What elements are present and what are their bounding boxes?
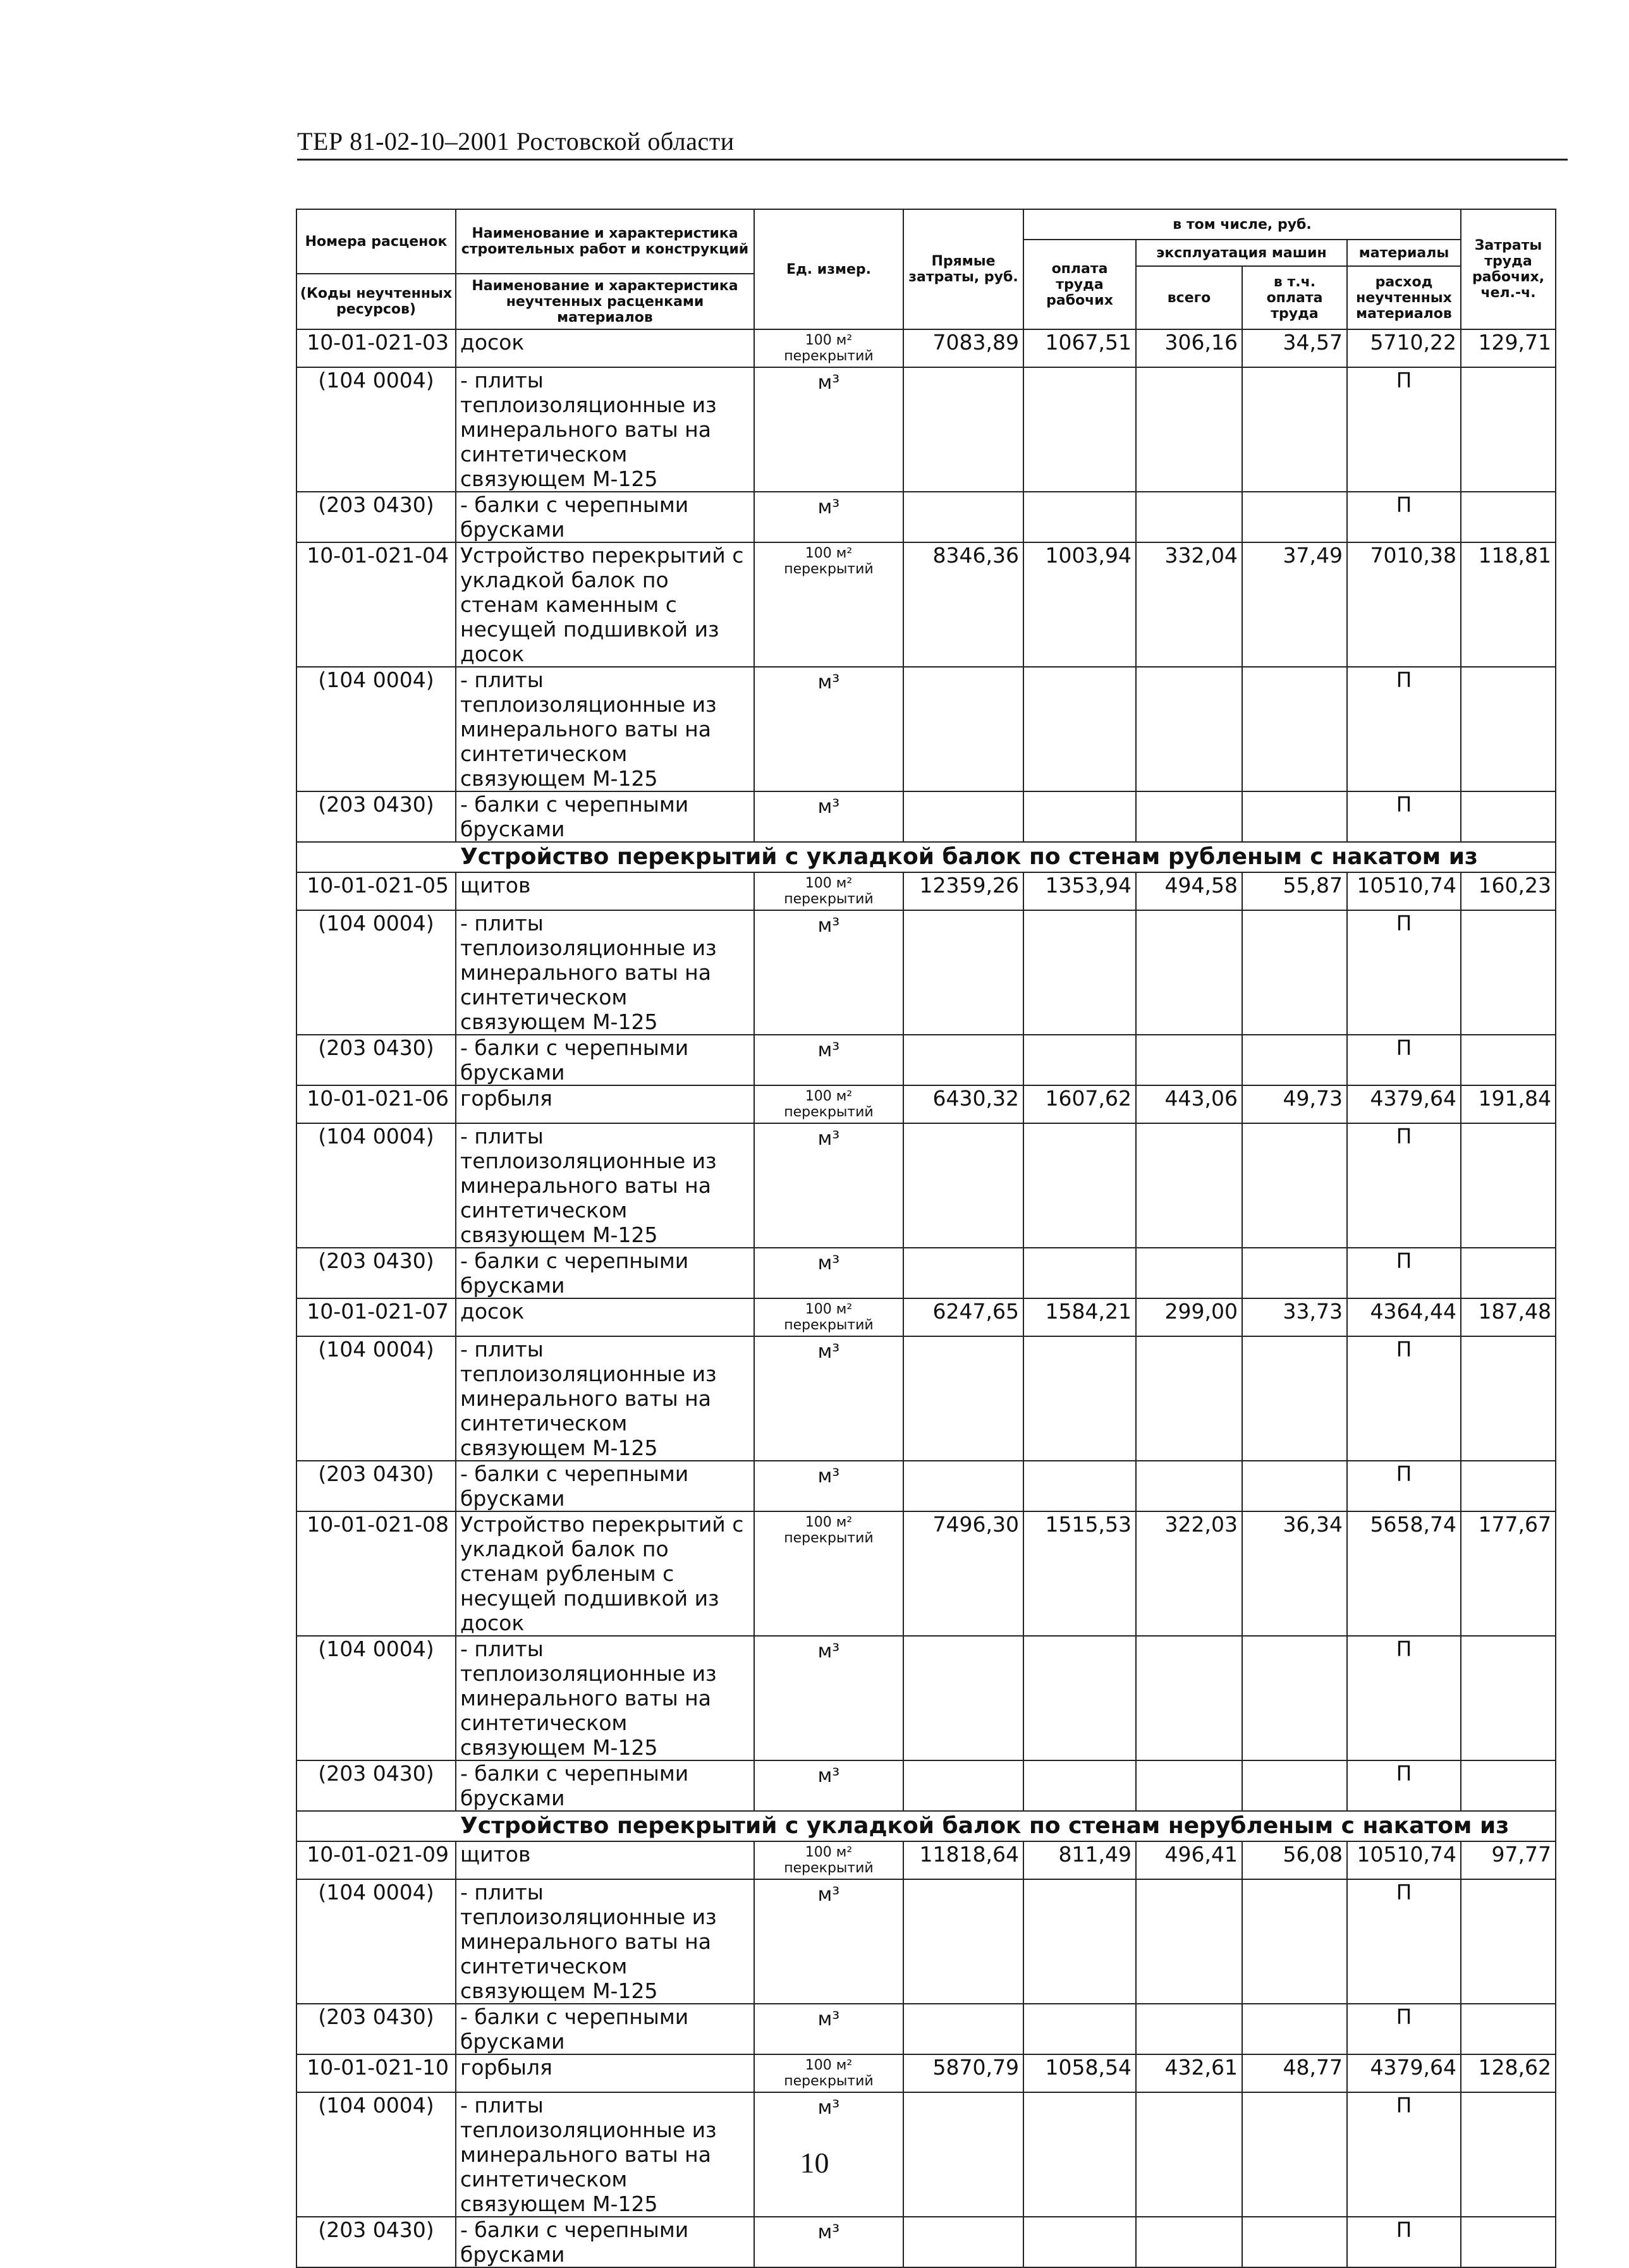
resource-row [296, 492, 1556, 542]
unit-cell [754, 542, 903, 667]
resource-name: - балки с черепными брусками [456, 791, 754, 842]
unit-label: м³ [817, 1039, 840, 1061]
value-direct: 8346,36 [903, 542, 1023, 667]
unit-label: 100 м² [805, 546, 853, 561]
resource-code: (203 0430) [296, 1035, 456, 1085]
price-table [296, 209, 1556, 2268]
empty-cell [1023, 2217, 1136, 2267]
resource-name: - плиты теплоизоляционные из минерального ваты на синтетическом связующем М-125 [456, 2092, 754, 2217]
empty-cell [1136, 910, 1242, 1035]
value-labor: 129,71 [1461, 329, 1556, 367]
resource-code: (104 0004) [296, 910, 456, 1035]
empty-cell [1023, 910, 1136, 1035]
materials-flag: П [1347, 1035, 1461, 1085]
resource-name: - плиты теплоизоляционные из минерального ваты на синтетическом связующем М-125 [456, 1879, 754, 2004]
materials-flag: П [1347, 1336, 1461, 1461]
unit-cell [754, 1336, 903, 1461]
unit-label: м³ [817, 2097, 840, 2119]
resource-name: - плиты теплоизоляционные из минерального ваты на синтетическом связующем М-125 [456, 667, 754, 791]
empty-cell [903, 1035, 1023, 1085]
value-machines-wages: 34,57 [1242, 329, 1347, 367]
unit-label: м³ [817, 2008, 840, 2030]
value-direct: 6430,32 [903, 1085, 1023, 1123]
empty-cell [903, 1123, 1023, 1248]
work-name: досок [456, 329, 754, 367]
empty-cell [1242, 1123, 1347, 1248]
empty-cell [1242, 667, 1347, 791]
resource-code: (104 0004) [296, 1336, 456, 1461]
value-machines-wages: 33,73 [1242, 1298, 1347, 1336]
col-materials-cons-header: расход неучтенных материалов [1347, 266, 1461, 329]
unit-cell [754, 367, 903, 492]
work-name: горбыля [456, 1085, 754, 1123]
value-wages: 1058,54 [1023, 2054, 1136, 2092]
empty-cell [1242, 2004, 1347, 2054]
unit-label: 100 м² [805, 875, 853, 891]
empty-cell [903, 1636, 1023, 1760]
empty-cell [1461, 2217, 1556, 2267]
empty-cell [903, 667, 1023, 791]
empty-cell [1023, 1248, 1136, 1298]
resource-code: (203 0430) [296, 492, 456, 542]
resource-row [296, 2004, 1556, 2054]
col-machines-total-header: всего [1136, 266, 1242, 329]
empty-cell [903, 1461, 1023, 1511]
work-name: досок [456, 1298, 754, 1336]
unit-label: 100 м² [805, 332, 853, 348]
unit-label: м³ [817, 796, 840, 818]
resource-code: (104 0004) [296, 1123, 456, 1248]
value-machines: 496,41 [1136, 1841, 1242, 1879]
materials-flag: П [1347, 1461, 1461, 1511]
table-row [296, 1298, 1556, 1336]
empty-cell [1136, 1636, 1242, 1760]
empty-cell [1023, 1879, 1136, 2004]
unit-label: м³ [817, 1640, 840, 1662]
unit-cell [754, 1879, 903, 2004]
table-row [296, 1511, 1556, 1636]
col-materials-header: материалы [1347, 240, 1461, 266]
resource-code: (203 0430) [296, 2004, 456, 2054]
empty-cell [1461, 367, 1556, 492]
empty-cell [1242, 1336, 1347, 1461]
resource-row [296, 667, 1556, 791]
materials-flag: П [1347, 910, 1461, 1035]
empty-cell [1023, 791, 1136, 842]
value-labor: 191,84 [1461, 1085, 1556, 1123]
resource-code: (104 0004) [296, 1636, 456, 1760]
empty-cell [1136, 1248, 1242, 1298]
value-wages: 1584,21 [1023, 1298, 1136, 1336]
materials-flag: П [1347, 2217, 1461, 2267]
table-row [296, 542, 1556, 667]
value-machines: 432,61 [1136, 2054, 1242, 2092]
unit-label: м³ [817, 671, 840, 693]
empty-cell [903, 367, 1023, 492]
value-materials: 4379,64 [1347, 1085, 1461, 1123]
work-name: щитов [456, 1841, 754, 1879]
unit-sublabel: перекрытий [784, 561, 874, 577]
work-name: Устройство перекрытий с укладкой балок по стенам рубленым с несущей подшивкой из досок [456, 1511, 754, 1636]
resource-code: (203 0430) [296, 791, 456, 842]
unit-label: м³ [817, 1252, 840, 1274]
unit-cell [754, 1841, 903, 1879]
table-body [296, 329, 1556, 2267]
empty-cell [1136, 492, 1242, 542]
resource-code: (203 0430) [296, 1248, 456, 1298]
unit-cell [754, 2004, 903, 2054]
col-code-header: Номера расценок [296, 209, 456, 274]
unit-cell [754, 667, 903, 791]
value-direct: 7083,89 [903, 329, 1023, 367]
rate-code: 10-01-021-06 [296, 1085, 456, 1123]
empty-cell [903, 1879, 1023, 2004]
materials-flag: П [1347, 1636, 1461, 1760]
value-materials: 7010,38 [1347, 542, 1461, 667]
resource-name: - плиты теплоизоляционные из минерального ваты на синтетическом связующем М-125 [456, 1123, 754, 1248]
col-machines-header: эксплуатация машин [1136, 240, 1347, 266]
unit-label: 100 м² [805, 1515, 853, 1530]
unit-label: 100 м² [805, 1088, 853, 1104]
rate-code: 10-01-021-07 [296, 1298, 456, 1336]
unit-label: 100 м² [805, 2058, 853, 2073]
empty-cell [1136, 791, 1242, 842]
unit-cell [754, 1636, 903, 1760]
resource-name: - балки с черепными брусками [456, 1248, 754, 1298]
unit-label: 100 м² [805, 1844, 853, 1860]
value-materials: 10510,74 [1347, 872, 1461, 910]
resource-row [296, 1879, 1556, 2004]
value-wages: 1353,94 [1023, 872, 1136, 910]
resource-code: (203 0430) [296, 1760, 456, 1811]
unit-label: м³ [817, 1128, 840, 1150]
unit-cell [754, 1035, 903, 1085]
unit-label: м³ [817, 1341, 840, 1363]
resource-row [296, 1636, 1556, 1760]
materials-flag: П [1347, 2092, 1461, 2217]
value-labor: 128,62 [1461, 2054, 1556, 2092]
unit-label: м³ [817, 1465, 840, 1487]
resource-row [296, 1336, 1556, 1461]
page-number: 10 [800, 2147, 829, 2179]
value-direct: 7496,30 [903, 1511, 1023, 1636]
value-labor: 97,77 [1461, 1841, 1556, 1879]
unit-label: м³ [817, 496, 840, 518]
materials-flag: П [1347, 1879, 1461, 2004]
value-direct: 11818,64 [903, 1841, 1023, 1879]
empty-cell [1461, 1035, 1556, 1085]
unit-cell [754, 1461, 903, 1511]
empty-cell [1136, 1879, 1242, 2004]
col-name-header: Наименование и характеристика строительных работ и конструкций [456, 209, 754, 274]
empty-cell [1136, 1760, 1242, 1811]
materials-flag: П [1347, 2004, 1461, 2054]
empty-cell [1242, 1879, 1347, 2004]
resource-name: - балки с черепными брусками [456, 1760, 754, 1811]
unit-cell [754, 1248, 903, 1298]
value-labor: 118,81 [1461, 542, 1556, 667]
empty-cell [1461, 791, 1556, 842]
value-materials: 10510,74 [1347, 1841, 1461, 1879]
value-machines-wages: 48,77 [1242, 2054, 1347, 2092]
value-machines-wages: 36,34 [1242, 1511, 1347, 1636]
empty-cell [1461, 667, 1556, 791]
value-direct: 12359,26 [903, 872, 1023, 910]
value-wages: 1067,51 [1023, 329, 1136, 367]
empty-cell [1461, 1123, 1556, 1248]
resource-name: - балки с черепными брусками [456, 2004, 754, 2054]
unit-label: м³ [817, 372, 840, 394]
empty-cell [903, 492, 1023, 542]
unit-cell [754, 1085, 903, 1123]
empty-cell [1242, 492, 1347, 542]
unit-cell [754, 2217, 903, 2267]
value-machines: 322,03 [1136, 1511, 1242, 1636]
empty-cell [1242, 791, 1347, 842]
resource-row [296, 2217, 1556, 2267]
col-name-subheader: Наименование и характеристика неучтенных расценками материалов [456, 274, 754, 329]
empty-cell [1242, 2217, 1347, 2267]
unit-cell [754, 1123, 903, 1248]
rate-code: 10-01-021-04 [296, 542, 456, 667]
document-header: ТЕР 81-02-10–2001 Ростовской области [297, 126, 1568, 161]
resource-code: (203 0430) [296, 2217, 456, 2267]
value-direct: 6247,65 [903, 1298, 1023, 1336]
empty-cell [903, 2004, 1023, 2054]
empty-cell [1023, 1760, 1136, 1811]
empty-cell [1136, 367, 1242, 492]
empty-cell [1242, 1461, 1347, 1511]
table-row [296, 1841, 1556, 1879]
value-direct: 5870,79 [903, 2054, 1023, 2092]
unit-cell [754, 2054, 903, 2092]
unit-sublabel: перекрытий [784, 1530, 874, 1546]
empty-cell [1136, 2217, 1242, 2267]
resource-name: - плиты теплоизоляционные из минерального ваты на синтетическом связующем М-125 [456, 1636, 754, 1760]
rate-code: 10-01-021-10 [296, 2054, 456, 2092]
resource-name: - балки с черепными брусками [456, 492, 754, 542]
unit-cell [754, 910, 903, 1035]
value-machines-wages: 56,08 [1242, 1841, 1347, 1879]
resource-name: - плиты теплоизоляционные из минерального ваты на синтетическом связующем М-125 [456, 367, 754, 492]
empty-cell [1136, 1123, 1242, 1248]
col-unit-header: Ед. измер. [754, 209, 903, 329]
materials-flag: П [1347, 667, 1461, 791]
table-row [296, 2054, 1556, 2092]
empty-cell [1023, 1123, 1136, 1248]
value-machines: 306,16 [1136, 329, 1242, 367]
empty-cell [1242, 367, 1347, 492]
empty-cell [1023, 1461, 1136, 1511]
col-machines-wages-header: в т.ч. оплата труда [1242, 266, 1347, 329]
table-row [296, 329, 1556, 367]
resource-code: (104 0004) [296, 367, 456, 492]
value-machines-wages: 55,87 [1242, 872, 1347, 910]
unit-sublabel: перекрытий [784, 2073, 874, 2089]
empty-cell [1136, 1336, 1242, 1461]
value-wages: 1607,62 [1023, 1085, 1136, 1123]
materials-flag: П [1347, 791, 1461, 842]
materials-flag: П [1347, 1248, 1461, 1298]
value-machines: 443,06 [1136, 1085, 1242, 1123]
materials-flag: П [1347, 492, 1461, 542]
value-wages: 811,49 [1023, 1841, 1136, 1879]
value-wages: 1515,53 [1023, 1511, 1136, 1636]
value-machines: 299,00 [1136, 1298, 1242, 1336]
empty-cell [1461, 1248, 1556, 1298]
value-machines-wages: 37,49 [1242, 542, 1347, 667]
empty-cell [1242, 1248, 1347, 1298]
empty-cell [903, 1336, 1023, 1461]
empty-cell [1461, 1636, 1556, 1760]
resource-row [296, 791, 1556, 842]
resource-code: (104 0004) [296, 667, 456, 791]
resource-row [296, 910, 1556, 1035]
unit-cell [754, 1298, 903, 1336]
work-name: Устройство перекрытий с укладкой балок по стенам каменным с несущей подшивкой из досок [456, 542, 754, 667]
unit-label: м³ [817, 1884, 840, 1906]
unit-sublabel: перекрытий [784, 1317, 874, 1333]
resource-name: - плиты теплоизоляционные из минерального ваты на синтетическом связующем М-125 [456, 1336, 754, 1461]
resource-row [296, 1760, 1556, 1811]
unit-sublabel: перекрытий [784, 348, 874, 364]
empty-cell [1461, 1461, 1556, 1511]
resource-name: - балки с черепными брусками [456, 2217, 754, 2267]
empty-cell [903, 791, 1023, 842]
unit-label: м³ [817, 2221, 840, 2243]
section-heading-row [296, 1811, 1556, 1841]
resource-name: - балки с черепными брусками [456, 1461, 754, 1511]
resource-code: (104 0004) [296, 1879, 456, 2004]
resource-row [296, 1461, 1556, 1511]
unit-label: м³ [817, 1765, 840, 1787]
value-materials: 5658,74 [1347, 1511, 1461, 1636]
col-wages-header: оплата труда рабочих [1023, 240, 1136, 329]
resource-name: - плиты теплоизоляционные из минерального ваты на синтетическом связующем М-125 [456, 910, 754, 1035]
empty-cell [1023, 492, 1136, 542]
value-materials: 4379,64 [1347, 2054, 1461, 2092]
unit-sublabel: перекрытий [784, 1860, 874, 1876]
table-row [296, 872, 1556, 910]
materials-flag: П [1347, 1123, 1461, 1248]
empty-cell [1461, 492, 1556, 542]
empty-cell [1136, 1035, 1242, 1085]
empty-cell [1023, 667, 1136, 791]
value-machines: 332,04 [1136, 542, 1242, 667]
work-name: щитов [456, 872, 754, 910]
materials-flag: П [1347, 367, 1461, 492]
empty-cell [1461, 2004, 1556, 2054]
resource-code: (104 0004) [296, 2092, 456, 2217]
section-heading: Устройство перекрытий с укладкой балок по стенам рубленым с накатом из [296, 842, 1556, 872]
empty-cell [1136, 2004, 1242, 2054]
empty-cell [1136, 667, 1242, 791]
rate-code: 10-01-021-05 [296, 872, 456, 910]
rate-code: 10-01-021-08 [296, 1511, 456, 1636]
unit-cell [754, 492, 903, 542]
empty-cell [1461, 1879, 1556, 2004]
unit-label: м³ [817, 915, 840, 937]
value-labor: 187,48 [1461, 1298, 1556, 1336]
empty-cell [903, 2217, 1023, 2267]
work-name: горбыля [456, 2054, 754, 2092]
unit-cell [754, 872, 903, 910]
col-incl-header: в том числе, руб. [1023, 209, 1461, 240]
unit-cell [754, 1760, 903, 1811]
value-machines-wages: 49,73 [1242, 1085, 1347, 1123]
value-labor: 160,23 [1461, 872, 1556, 910]
empty-cell [1023, 2004, 1136, 2054]
empty-cell [1242, 910, 1347, 1035]
resource-code: (203 0430) [296, 1461, 456, 1511]
col-labor-header: Затраты труда рабочих, чел.-ч. [1461, 209, 1556, 329]
col-code-subheader: (Коды неучтенных ресурсов) [296, 274, 456, 329]
value-wages: 1003,94 [1023, 542, 1136, 667]
value-labor: 177,67 [1461, 1511, 1556, 1636]
resource-row [296, 1248, 1556, 1298]
unit-cell [754, 1511, 903, 1636]
empty-cell [1242, 1760, 1347, 1811]
empty-cell [1023, 1636, 1136, 1760]
unit-label: 100 м² [805, 1302, 853, 1317]
resource-row [296, 1035, 1556, 1085]
materials-flag: П [1347, 1760, 1461, 1811]
empty-cell [1023, 1336, 1136, 1461]
value-materials: 5710,22 [1347, 329, 1461, 367]
empty-cell [1461, 1760, 1556, 1811]
empty-cell [1461, 910, 1556, 1035]
section-heading-row [296, 842, 1556, 872]
rate-code: 10-01-021-03 [296, 329, 456, 367]
empty-cell [903, 1248, 1023, 1298]
empty-cell [1136, 1461, 1242, 1511]
unit-cell [754, 791, 903, 842]
table-row [296, 1085, 1556, 1123]
value-machines: 494,58 [1136, 872, 1242, 910]
empty-cell [1023, 1035, 1136, 1085]
unit-sublabel: перекрытий [784, 1104, 874, 1120]
resource-row [296, 1123, 1556, 1248]
resource-row [296, 367, 1556, 492]
section-heading: Устройство перекрытий с укладкой балок по стенам нерубленым с накатом из [296, 1811, 1556, 1841]
empty-cell [1242, 1035, 1347, 1085]
value-materials: 4364,44 [1347, 1298, 1461, 1336]
rate-code: 10-01-021-09 [296, 1841, 456, 1879]
resource-name: - балки с черепными брусками [456, 1035, 754, 1085]
col-direct-header: Прямые затраты, руб. [903, 209, 1023, 329]
empty-cell [1461, 1336, 1556, 1461]
unit-cell [754, 329, 903, 367]
unit-sublabel: перекрытий [784, 891, 874, 907]
empty-cell [903, 1760, 1023, 1811]
empty-cell [1023, 367, 1136, 492]
empty-cell [1242, 1636, 1347, 1760]
empty-cell [903, 910, 1023, 1035]
